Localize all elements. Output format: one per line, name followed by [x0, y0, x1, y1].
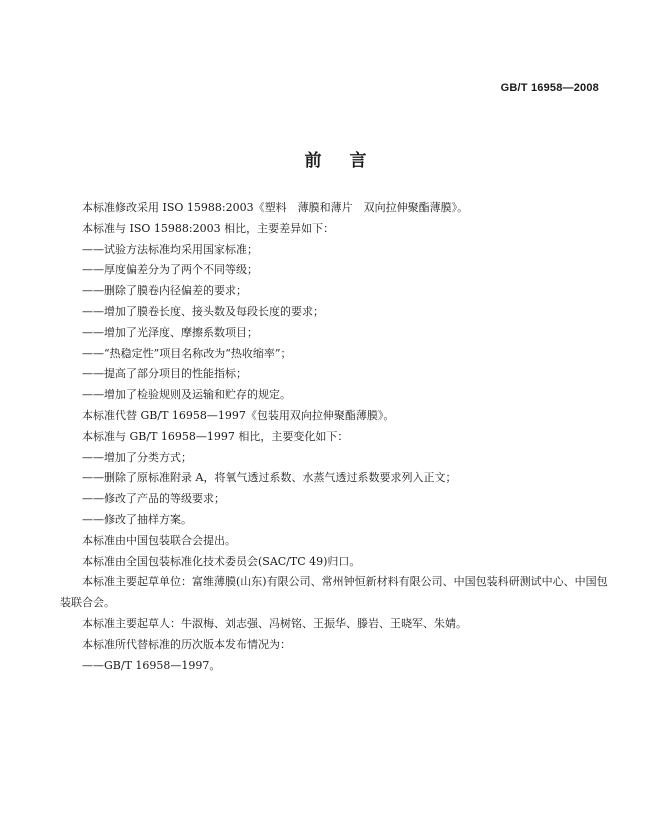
list-item: ——“热稳定性”项目名称改为“热收缩率”； [82, 346, 292, 360]
list-item: ——修改了抽样方案。 [82, 512, 192, 526]
list-item: ——试验方法标准均采用国家标准； [82, 242, 258, 256]
list-item: ——GB/T 16958—1997。 [82, 658, 221, 672]
paragraph-drafters: 本标准主要起草人：牛淑梅、刘志强、冯树铭、王振华、滕岩、王晓军、朱婧。 [82, 616, 467, 630]
list-item: ——增加了分类方式； [82, 450, 192, 464]
list-item: ——删除了原标准附录 A，将氧气透过系数、水蒸气透过系数要求列入正文； [82, 471, 457, 485]
list-item: ——增加了膜卷长度、接头数及每段长度的要求； [82, 304, 324, 318]
list-item: ——增加了光泽度、摩擦系数项目； [82, 325, 258, 339]
paragraph-iso-differences: 本标准与 ISO 15988:2003 相比，主要差异如下： [82, 221, 335, 235]
paragraph-history: 本标准所代替标准的历次版本发布情况为： [82, 637, 291, 651]
page-title: 前言 [304, 151, 395, 171]
list-item: ——厚度偏差分为了两个不同等级； [82, 263, 258, 277]
paragraph-proposed-by: 本标准由中国包装联合会提出。 [82, 533, 236, 547]
standard-code: GB/T 16958—2008 [500, 82, 599, 94]
paragraph-drafting-units: 本标准主要起草单位：富维薄膜(山东)有限公司、常州钟恒新材料有限公司、中国包装科研测试中心、中国包装联合会。 [60, 575, 608, 610]
list-item: ——增加了检验规则及运输和贮存的规定。 [82, 388, 291, 402]
list-item: ——提高了部分项目的性能指标； [82, 367, 247, 381]
list-item: ——删除了膜卷内径偏差的要求； [82, 284, 247, 298]
paragraph-centralized-by: 本标准由全国包装标准化技术委员会(SAC/TC 49)归口。 [82, 554, 361, 568]
paragraph-replaces: 本标准代替 GB/T 16958—1997《包装用双向拉伸聚酯薄膜》。 [82, 408, 395, 422]
paragraph-main-changes: 本标准与 GB/T 16958—1997 相比，主要变化如下： [82, 429, 349, 443]
paragraph-adoption: 本标准修改采用 ISO 15988:2003《塑料 薄膜和薄片 双向拉伸聚酯薄膜》。 [82, 201, 469, 214]
foreword-body [60, 198, 608, 676]
list-item: ——修改了产品的等级要求； [82, 492, 225, 506]
